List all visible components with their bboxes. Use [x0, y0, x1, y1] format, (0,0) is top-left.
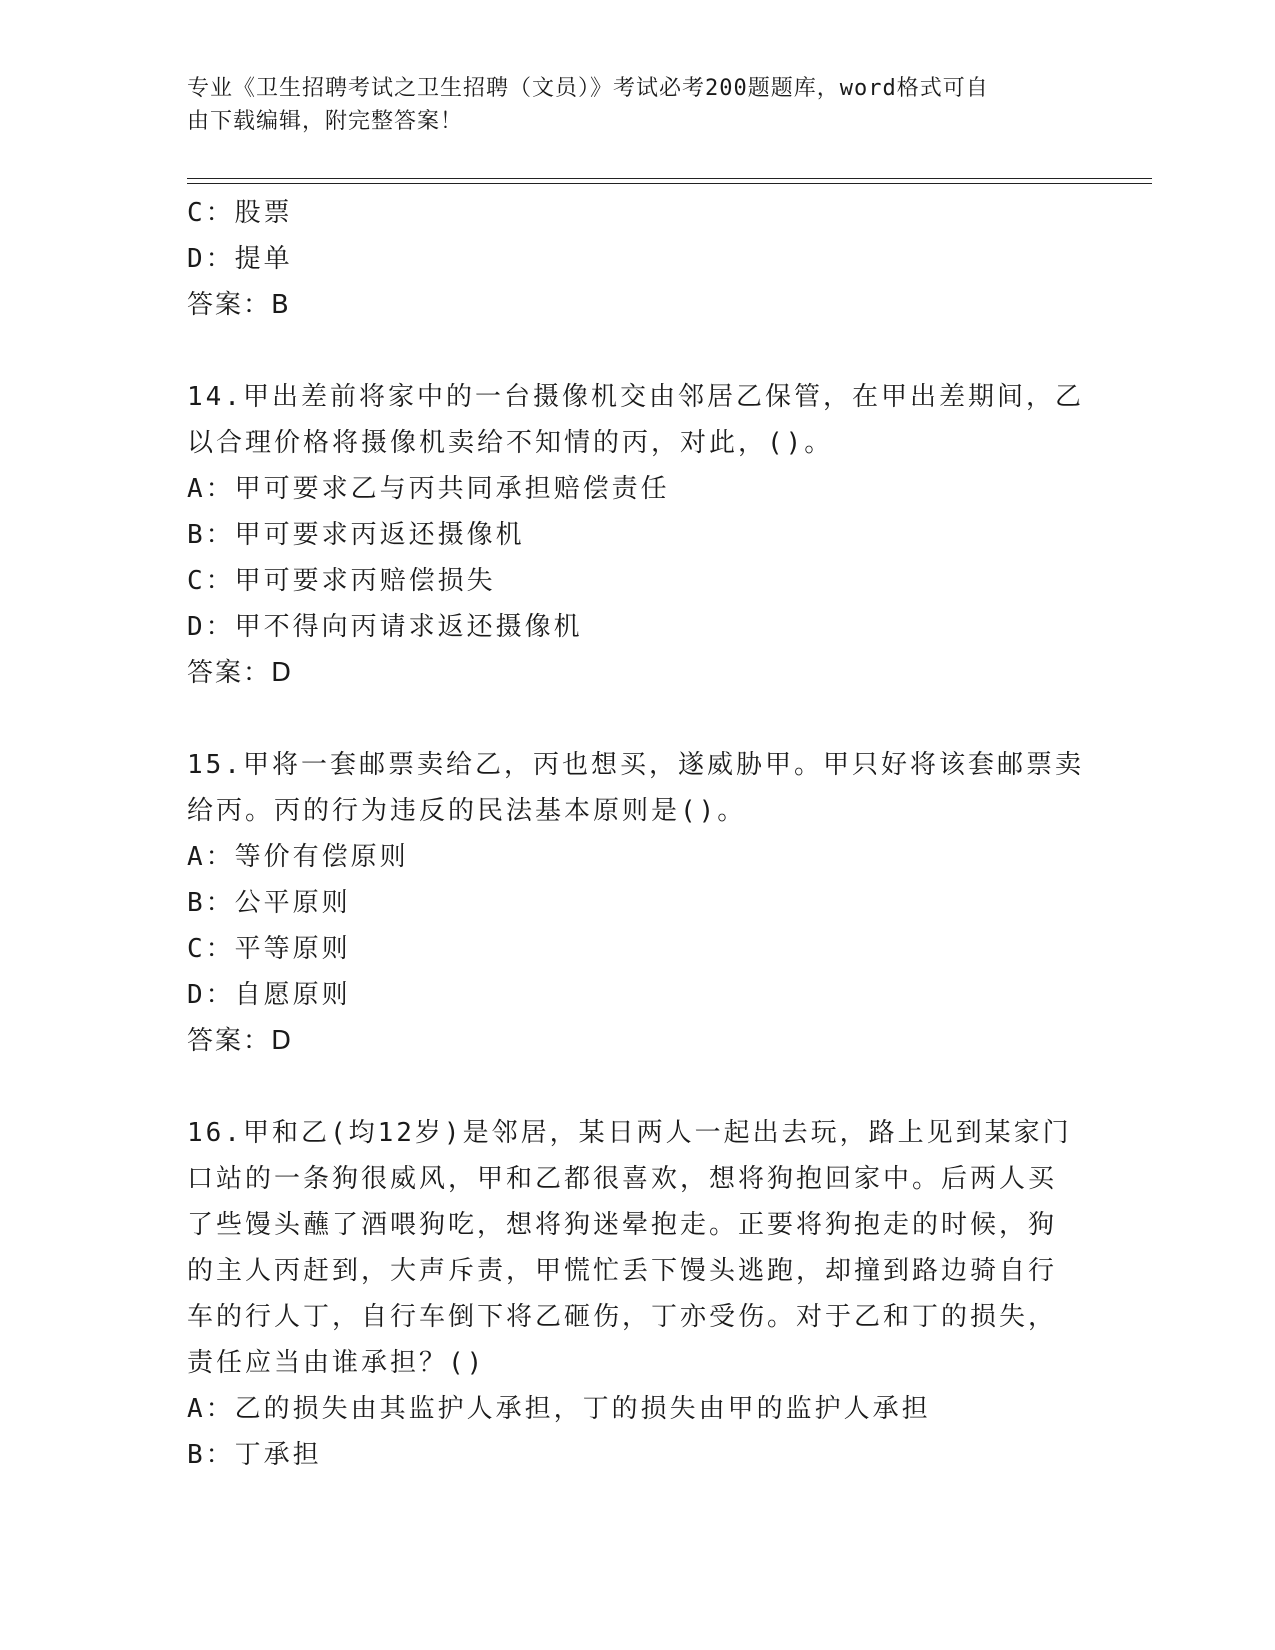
header-line-1: 专业《卫生招聘考试之卫生招聘（文员）》考试必考200题题库，word格式可自: [187, 76, 989, 101]
question-text-line: 车的行人丁，自行车倒下将乙砸伤，丁亦受伤。对于乙和丁的损失，: [187, 1302, 1058, 1332]
question-text-line: 14.甲出差前将家中的一台摄像机交由邻居乙保管，在甲出差期间，乙: [187, 382, 1084, 412]
option-a: A：等价有偿原则: [187, 842, 409, 872]
option-a: A：乙的损失由其监护人承担，丁的损失由甲的监护人承担: [187, 1394, 931, 1424]
question-text-line: 的主人丙赶到，大声斥责，甲慌忙丢下馒头逃跑，却撞到路边骑自行: [187, 1256, 1058, 1286]
header-divider-bottom: [187, 183, 1152, 184]
spacer: [187, 328, 1067, 374]
option-d: D：甲不得向丙请求返还摄像机: [187, 612, 583, 642]
option-c: C：股票: [187, 198, 293, 228]
option-b: B：公平原则: [187, 888, 351, 918]
option-c: C：甲可要求丙赔偿损失: [187, 566, 496, 596]
spacer: [187, 696, 1067, 742]
header-line-2: 由下载编辑，附完整答案！: [187, 109, 464, 134]
option-d: D：自愿原则: [187, 980, 351, 1010]
question-text-line: 口站的一条狗很威风，甲和乙都很喜欢，想将狗抱回家中。后两人买: [187, 1164, 1058, 1194]
question-14: [187, 374, 1084, 696]
question-fragment: [187, 190, 1067, 328]
question-text-line: 以合理价格将摄像机卖给不知情的丙，对此，()。: [187, 428, 834, 458]
question-text-line: 了些馒头蘸了酒喂狗吃，想将狗迷晕抱走。正要将狗抱走的时候，狗: [187, 1210, 1058, 1240]
option-d: D：提单: [187, 244, 293, 274]
answer: 答案：D: [187, 658, 294, 688]
answer: 答案：D: [187, 1026, 294, 1056]
option-a: A：甲可要求乙与丙共同承担赔偿责任: [187, 474, 670, 504]
document-body: [187, 190, 1084, 1478]
header-divider-top: [187, 178, 1152, 179]
question-text-line: 15.甲将一套邮票卖给乙，丙也想买，遂威胁甲。甲只好将该套邮票卖: [187, 750, 1084, 780]
spacer: [187, 1064, 1067, 1110]
question-15: [187, 742, 1084, 1064]
option-b: B：甲可要求丙返还摄像机: [187, 520, 525, 550]
question-text-line: 给丙。丙的行为违反的民法基本原则是()。: [187, 796, 747, 826]
document-header: [187, 72, 1067, 138]
question-text-line: 责任应当由谁承担？(): [187, 1348, 486, 1378]
option-c: C：平等原则: [187, 934, 351, 964]
option-b: B：丁承担: [187, 1440, 322, 1470]
question-text-line: 16.甲和乙(均12岁)是邻居，某日两人一起出去玩，路上见到某家门: [187, 1118, 1072, 1148]
question-16: [187, 1110, 1072, 1478]
answer: 答案：B: [187, 290, 291, 320]
